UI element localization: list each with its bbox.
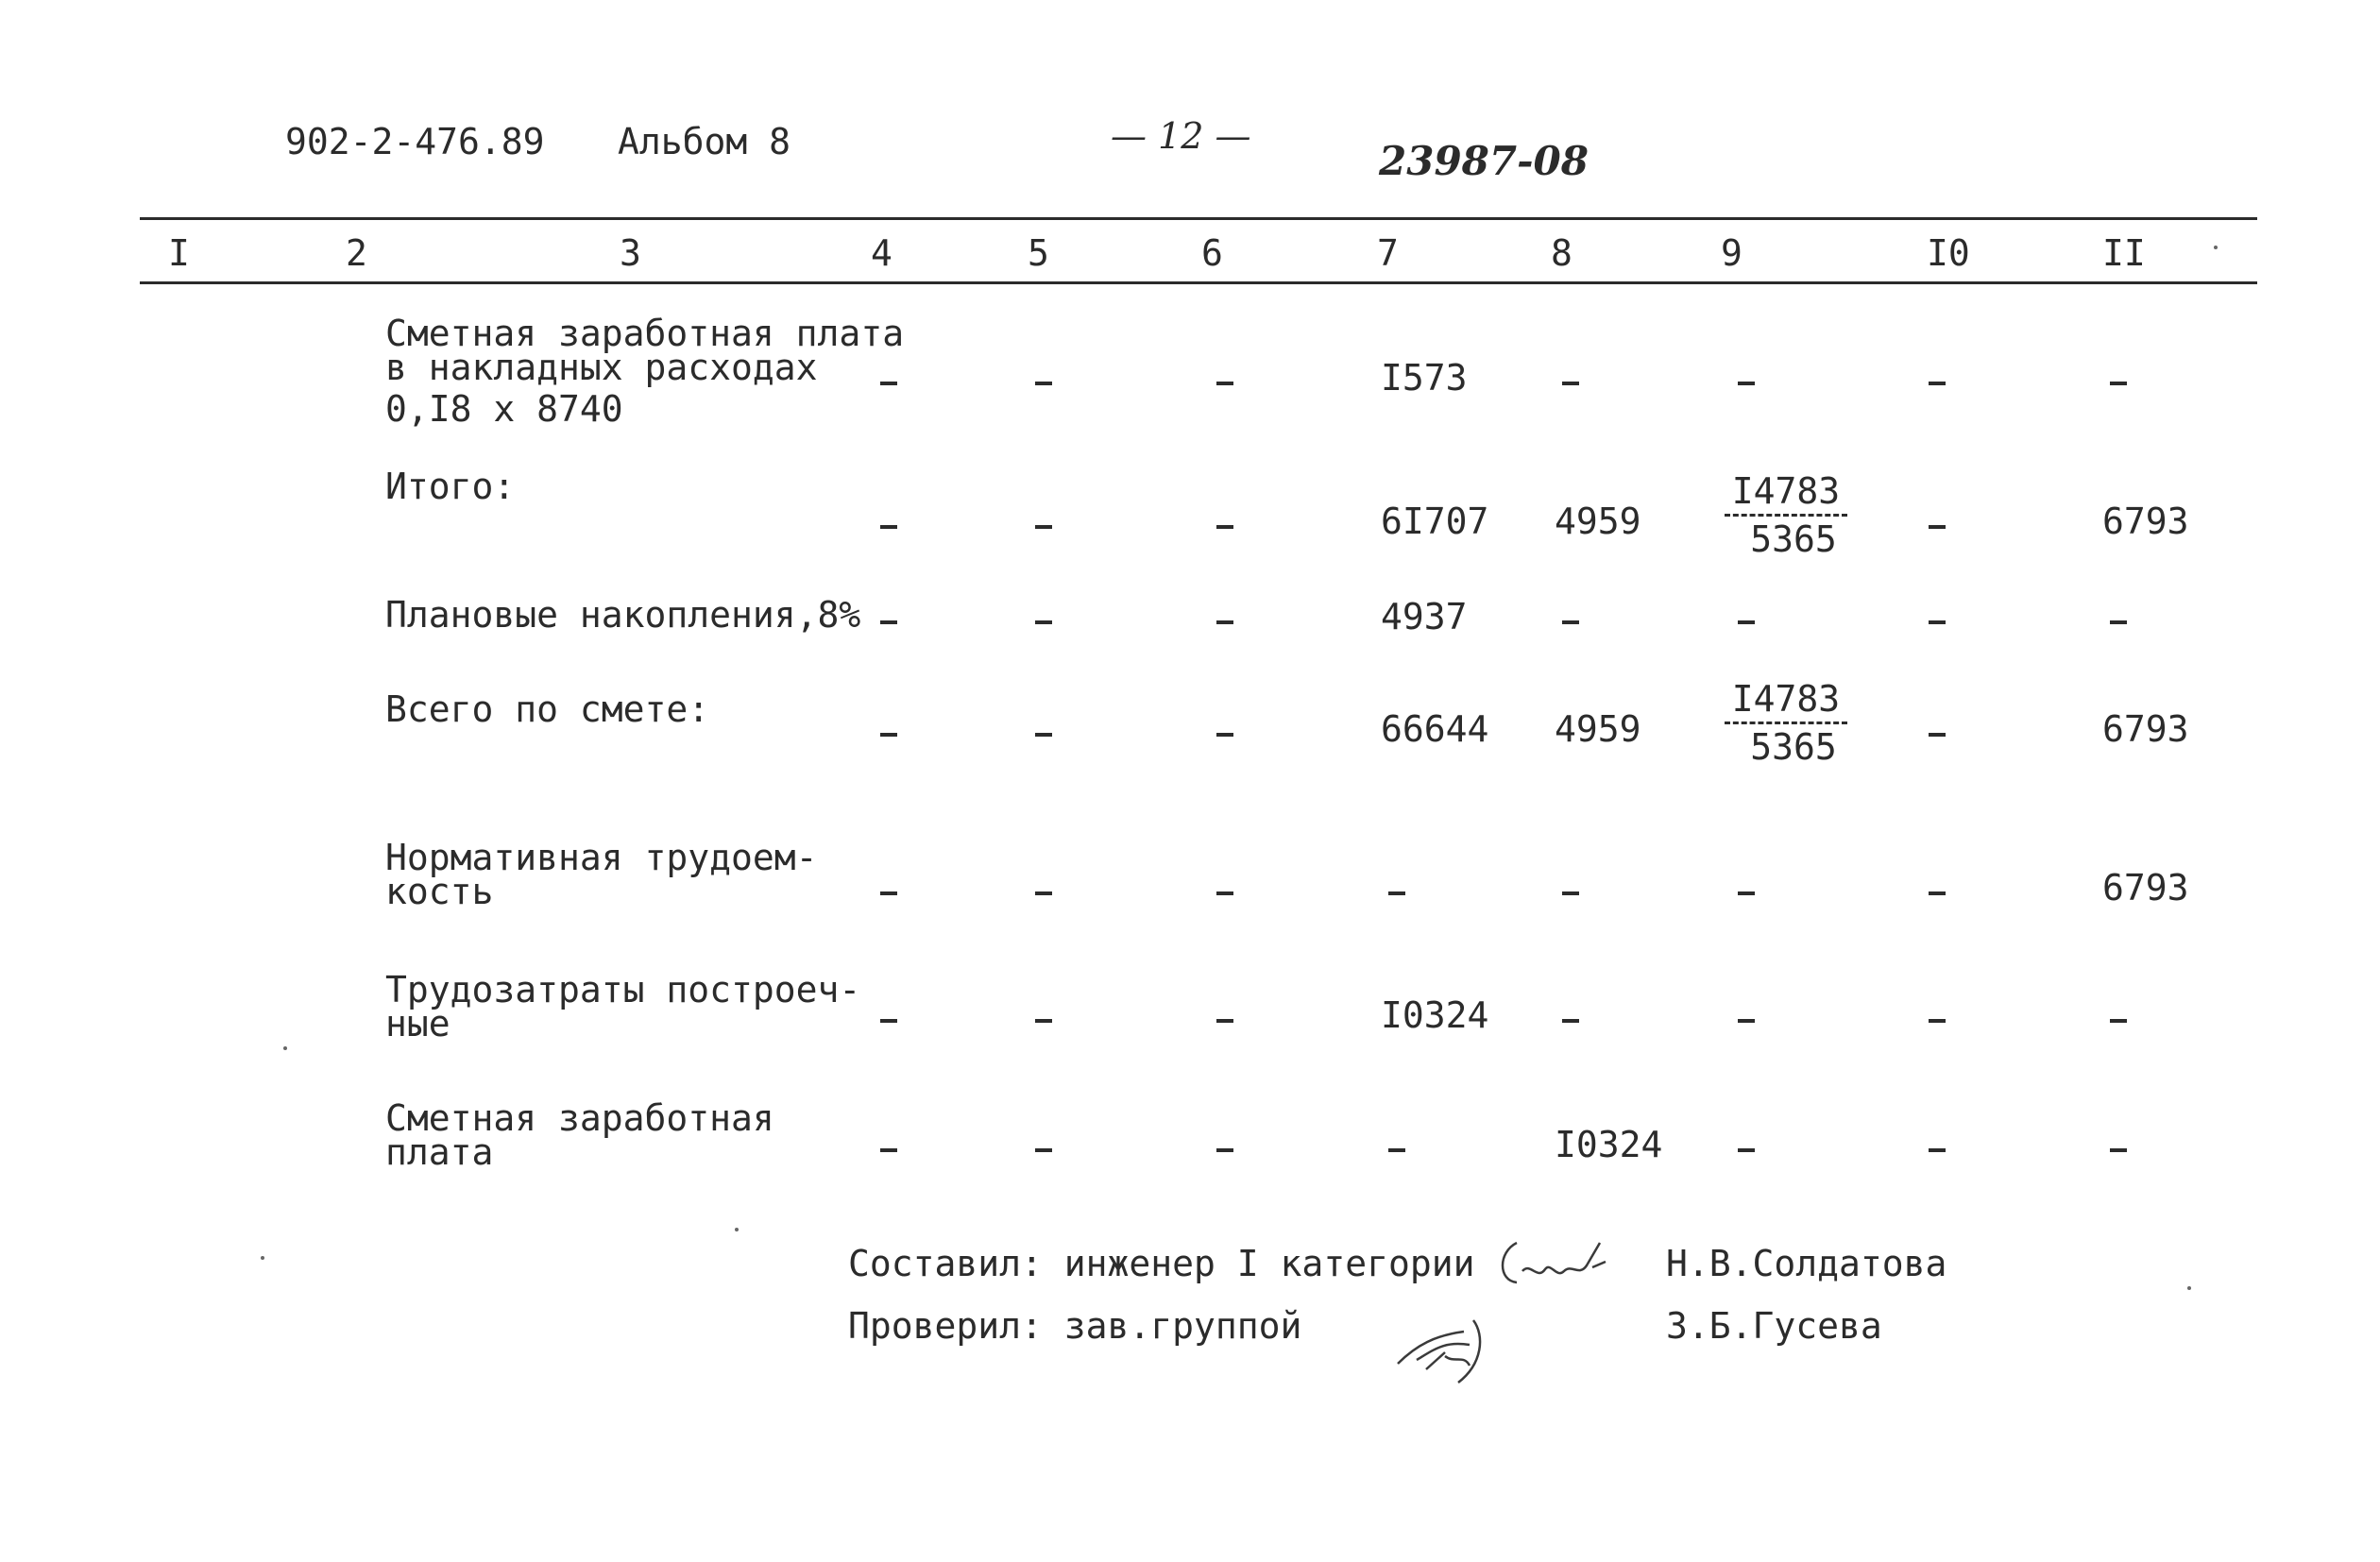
checked-by-name: З.Б.Гусева <box>1666 1305 1882 1347</box>
value-cell: 6793 <box>2102 867 2189 908</box>
empty-cell-dash <box>1929 620 1946 624</box>
row-description-line: Сметная заработная <box>385 1097 774 1139</box>
column-number: I <box>168 232 190 274</box>
inventory-number: 23987-08 <box>1379 138 1589 184</box>
compiled-by-name: Н.В.Солдатова <box>1666 1243 1947 1284</box>
value-cell: 66644 <box>1381 708 1489 750</box>
empty-cell-dash <box>1388 1148 1405 1152</box>
empty-cell-dash <box>1562 891 1579 895</box>
empty-cell-dash <box>1929 733 1946 737</box>
empty-cell-dash <box>1035 891 1052 895</box>
value-cell: 4959 <box>1555 708 1641 750</box>
empty-cell-dash <box>1035 1148 1052 1152</box>
empty-cell-dash <box>880 382 897 385</box>
table-header-rule <box>140 281 2257 284</box>
empty-cell-dash <box>880 525 897 529</box>
compiled-signature <box>1488 1224 1621 1299</box>
empty-cell-dash <box>2110 1148 2127 1152</box>
fraction-cell <box>1725 678 1847 770</box>
fraction-numerator: I4783 <box>1725 470 1847 517</box>
empty-cell-dash <box>1216 733 1233 737</box>
empty-cell-dash <box>1216 1148 1233 1152</box>
row-description-line: Всего по смете: <box>385 688 710 730</box>
empty-cell-dash <box>1929 525 1946 529</box>
empty-cell-dash <box>1388 891 1405 895</box>
empty-cell-dash <box>1035 525 1052 529</box>
value-cell: I573 <box>1381 357 1468 399</box>
row-description-line: плата <box>385 1131 494 1173</box>
row-description-line: Плановые накопления,8% <box>385 594 861 636</box>
row-description-line: Трудозатраты построеч- <box>385 969 861 1010</box>
empty-cell-dash <box>2110 1019 2127 1023</box>
column-number: 3 <box>620 232 641 274</box>
empty-cell-dash <box>1216 891 1233 895</box>
row-description-line: Нормативная трудоем- <box>385 837 818 878</box>
scan-speck <box>261 1256 264 1260</box>
column-number: 9 <box>1721 232 1742 274</box>
empty-cell-dash <box>1738 1148 1755 1152</box>
fraction-denominator: 5365 <box>1750 518 1837 560</box>
empty-cell-dash <box>1035 733 1052 737</box>
empty-cell-dash <box>1929 1019 1946 1023</box>
album-label: Альбом 8 <box>618 121 791 162</box>
scan-speck <box>2214 246 2218 249</box>
row-description-line: Сметная заработная плата <box>385 313 905 354</box>
empty-cell-dash <box>1216 620 1233 624</box>
empty-cell-dash <box>880 620 897 624</box>
value-cell: 4937 <box>1381 596 1468 637</box>
document-code: 902-2-476.89 <box>285 121 545 162</box>
row-description-line: кость <box>385 871 494 912</box>
column-number: 6 <box>1201 232 1223 274</box>
compiled-by-label: Составил: инженер I категории <box>848 1243 1475 1284</box>
value-cell: 6I707 <box>1381 501 1489 542</box>
empty-cell-dash <box>1738 1019 1755 1023</box>
column-number: I0 <box>1927 232 1970 274</box>
empty-cell-dash <box>2110 382 2127 385</box>
empty-cell-dash <box>1929 891 1946 895</box>
fraction-numerator: I4783 <box>1725 678 1847 724</box>
column-number: 2 <box>346 232 367 274</box>
value-cell: I0324 <box>1381 994 1489 1036</box>
column-number: II <box>2102 232 2146 274</box>
fraction-denominator: 5365 <box>1750 726 1837 768</box>
empty-cell-dash <box>880 733 897 737</box>
empty-cell-dash <box>880 1019 897 1023</box>
column-number: 4 <box>871 232 892 274</box>
checked-by-label: Проверил: зав.группой <box>848 1305 1302 1347</box>
empty-cell-dash <box>1738 382 1755 385</box>
row-description-line: Итого: <box>385 466 516 507</box>
column-number: 5 <box>1028 232 1049 274</box>
scan-speck <box>283 1046 287 1050</box>
empty-cell-dash <box>1216 382 1233 385</box>
page-number: — 12 — <box>1111 115 1251 157</box>
empty-cell-dash <box>1216 525 1233 529</box>
empty-cell-dash <box>1929 1148 1946 1152</box>
empty-cell-dash <box>2110 620 2127 624</box>
empty-cell-dash <box>1216 1019 1233 1023</box>
row-description-line: в накладных расходах <box>385 347 818 388</box>
checked-signature <box>1379 1307 1530 1392</box>
empty-cell-dash <box>880 1148 897 1152</box>
fraction-cell <box>1725 470 1847 562</box>
column-number: 7 <box>1377 232 1399 274</box>
empty-cell-dash <box>880 891 897 895</box>
empty-cell-dash <box>1562 1019 1579 1023</box>
value-cell: 6793 <box>2102 501 2189 542</box>
scan-speck <box>735 1228 739 1231</box>
empty-cell-dash <box>1738 620 1755 624</box>
empty-cell-dash <box>1562 382 1579 385</box>
value-cell: 4959 <box>1555 501 1641 542</box>
value-cell: I0324 <box>1555 1124 1663 1165</box>
empty-cell-dash <box>1035 382 1052 385</box>
empty-cell-dash <box>1035 1019 1052 1023</box>
row-description-line: 0,I8 x 8740 <box>385 388 623 430</box>
row-description-line: ные <box>385 1003 450 1044</box>
column-number: 8 <box>1551 232 1572 274</box>
empty-cell-dash <box>1035 620 1052 624</box>
value-cell: 6793 <box>2102 708 2189 750</box>
table-top-rule <box>140 217 2257 220</box>
scan-speck <box>2187 1286 2191 1290</box>
empty-cell-dash <box>1929 382 1946 385</box>
empty-cell-dash <box>1738 891 1755 895</box>
empty-cell-dash <box>1562 620 1579 624</box>
